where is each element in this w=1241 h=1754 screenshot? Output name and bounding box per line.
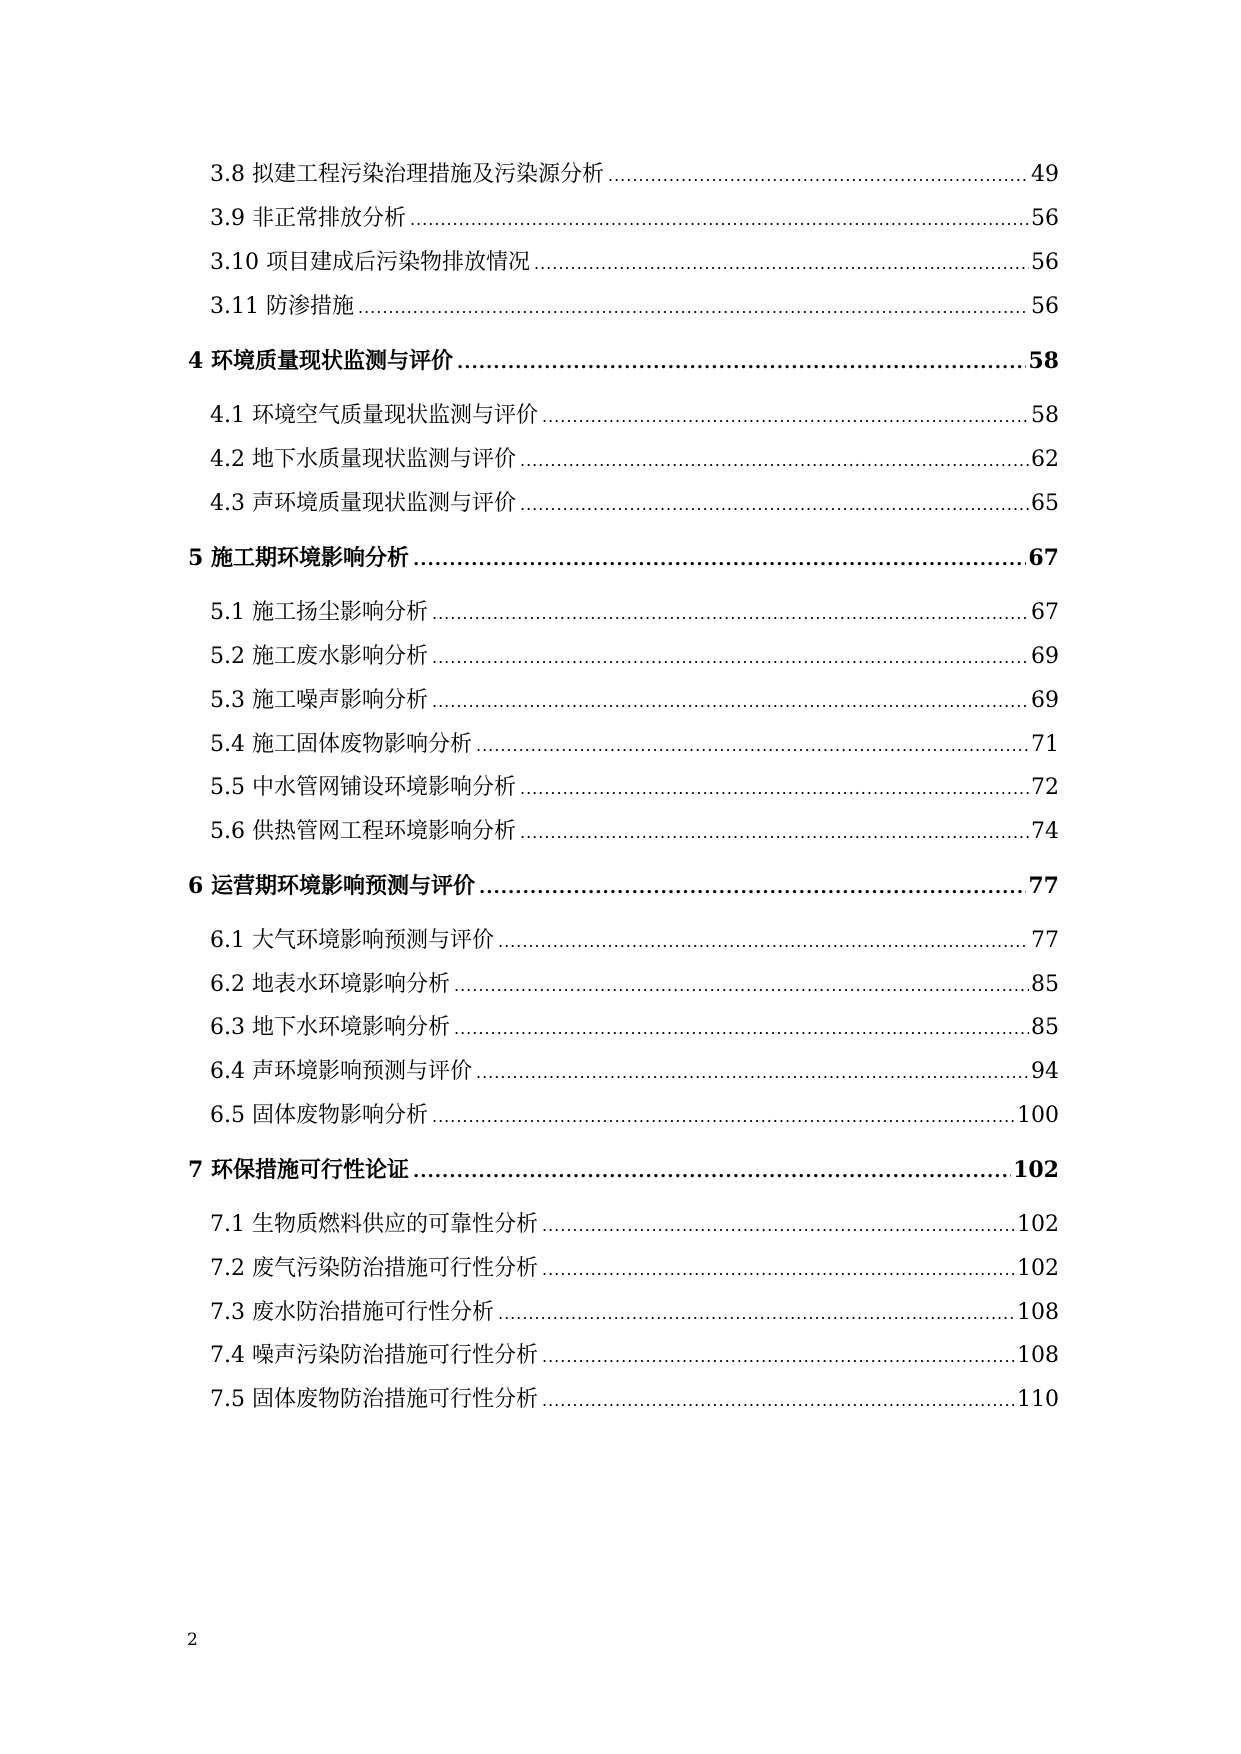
toc-entry-title: 4.1 环境空气质量现状监测与评价 [210, 403, 538, 428]
toc-entry-title: 4.2 地下水质量现状监测与评价 [210, 447, 516, 472]
toc-leader-dots [410, 205, 1029, 235]
toc-entry-title: 3.10 项目建成后污染物排放情况 [210, 250, 530, 275]
toc-leader-dots [498, 927, 1029, 957]
toc-leader-dots [542, 1386, 1015, 1416]
toc-entry-title: 6.5 固体废物影响分析 [210, 1103, 428, 1128]
toc-entry-title: 7.2 废气污染防治措施可行性分析 [210, 1256, 538, 1281]
toc-entry-title: 5.4 施工固体废物影响分析 [210, 732, 472, 757]
toc-leader-dots [413, 1157, 1011, 1187]
toc-entry-7-1[interactable] [210, 1210, 1059, 1240]
toc-entry-5-4[interactable] [210, 730, 1059, 760]
toc-entry-4-3[interactable] [210, 489, 1059, 519]
toc-entry-6-5[interactable] [210, 1101, 1059, 1131]
toc-entry-page: 62 [1031, 447, 1059, 472]
toc-leader-dots [358, 293, 1029, 323]
toc-entry-page: 94 [1031, 1059, 1059, 1084]
toc-chapter-6[interactable] [188, 871, 1059, 901]
toc-entry-title: 6.4 声环境影响预测与评价 [210, 1059, 472, 1084]
toc-entry-6-1[interactable] [210, 926, 1059, 956]
toc-leader-dots [520, 774, 1029, 804]
toc-entry-4-2[interactable] [210, 445, 1059, 475]
toc-entry-7-4[interactable] [210, 1341, 1059, 1371]
toc-entry-3-8[interactable] [210, 160, 1059, 190]
toc-entry-page: 67 [1031, 600, 1059, 625]
toc-entry-5-2[interactable] [210, 642, 1059, 672]
toc-chapter-page: 58 [1028, 348, 1059, 374]
toc-leader-dots [432, 643, 1029, 673]
toc-entry-page: 110 [1017, 1387, 1059, 1412]
toc-entry-title: 5.5 中水管网铺设环境影响分析 [210, 775, 516, 800]
toc-entry-page: 74 [1031, 819, 1059, 844]
toc-entry-page: 77 [1031, 928, 1059, 953]
toc-entry-title: 5.3 施工噪声影响分析 [210, 688, 428, 713]
toc-entry-5-6[interactable] [210, 817, 1059, 847]
toc-chapter-7[interactable] [188, 1155, 1059, 1185]
toc-leader-dots [457, 348, 1026, 378]
toc-entry-page: 56 [1031, 250, 1059, 275]
toc-entry-3-10[interactable] [210, 248, 1059, 278]
toc-leader-dots [542, 1211, 1015, 1241]
toc-leader-dots [520, 490, 1029, 520]
toc-entry-page: 108 [1017, 1300, 1059, 1325]
toc-leader-dots [432, 599, 1029, 629]
page-number: 2 [187, 1630, 198, 1650]
toc-entry-page: 72 [1031, 775, 1059, 800]
toc-entry-7-5[interactable] [210, 1385, 1059, 1415]
toc-leader-dots [413, 545, 1026, 575]
toc-entry-title: 5.6 供热管网工程环境影响分析 [210, 819, 516, 844]
toc-entry-6-4[interactable] [210, 1057, 1059, 1087]
toc-leader-dots [534, 249, 1029, 279]
toc-leader-dots [432, 1102, 1015, 1132]
toc-leader-dots [542, 1342, 1015, 1372]
toc-entry-page: 102 [1017, 1212, 1059, 1237]
toc-entry-page: 56 [1031, 294, 1059, 319]
toc-leader-dots [520, 818, 1029, 848]
toc-chapter-page: 102 [1013, 1157, 1059, 1183]
toc-entry-title: 7.3 废水防治措施可行性分析 [210, 1300, 494, 1325]
toc-entry-6-2[interactable] [210, 970, 1059, 1000]
toc-entry-title: 6.1 大气环境影响预测与评价 [210, 928, 494, 953]
toc-entry-page: 100 [1017, 1103, 1059, 1128]
toc-leader-dots [542, 1255, 1015, 1285]
toc-entry-5-5[interactable] [210, 773, 1059, 803]
toc-entry-title: 3.8 拟建工程污染治理措施及污染源分析 [210, 162, 604, 187]
toc-entry-title: 5.1 施工扬尘影响分析 [210, 600, 428, 625]
toc-entry-title: 7.5 固体废物防治措施可行性分析 [210, 1387, 538, 1412]
toc-entry-page: 102 [1017, 1256, 1059, 1281]
toc-entry-title: 3.11 防渗措施 [210, 294, 354, 319]
toc-leader-dots [476, 731, 1029, 761]
toc-entry-page: 49 [1031, 162, 1059, 187]
toc-entry-5-3[interactable] [210, 686, 1059, 716]
toc-leader-dots [498, 1299, 1015, 1329]
toc-entry-6-3[interactable] [210, 1013, 1059, 1043]
toc-leader-dots [454, 1014, 1029, 1044]
toc-entry-title: 5.2 施工废水影响分析 [210, 644, 428, 669]
toc-chapter-page: 77 [1028, 873, 1059, 899]
toc-leader-dots [542, 402, 1029, 432]
toc-chapter-title: 5 施工期环境影响分析 [188, 545, 409, 571]
toc-chapter-title: 7 环保措施可行性论证 [188, 1157, 409, 1183]
toc-chapter-title: 4 环境质量现状监测与评价 [188, 348, 453, 374]
toc-leader-dots [432, 687, 1029, 717]
toc-entry-title: 7.1 生物质燃料供应的可靠性分析 [210, 1212, 538, 1237]
toc-entry-page: 56 [1031, 206, 1059, 231]
toc-entry-page: 108 [1017, 1343, 1059, 1368]
toc-entry-7-3[interactable] [210, 1298, 1059, 1328]
toc-chapter-5[interactable] [188, 543, 1059, 573]
toc-entry-3-11[interactable] [210, 292, 1059, 322]
toc-leader-dots [520, 446, 1029, 476]
toc-entry-page: 65 [1031, 491, 1059, 516]
toc-chapter-title: 6 运营期环境影响预测与评价 [188, 873, 475, 899]
toc-leader-dots [608, 161, 1029, 191]
toc-entry-title: 3.9 非正常排放分析 [210, 206, 406, 231]
toc-entry-3-9[interactable] [210, 204, 1059, 234]
toc-leader-dots [454, 971, 1029, 1001]
toc-entry-5-1[interactable] [210, 598, 1059, 628]
toc-entry-title: 6.3 地下水环境影响分析 [210, 1015, 450, 1040]
toc-entry-page: 69 [1031, 644, 1059, 669]
toc-entry-page: 85 [1031, 972, 1059, 997]
toc-entry-page: 85 [1031, 1015, 1059, 1040]
toc-leader-dots [476, 1058, 1029, 1088]
toc-chapter-4[interactable] [188, 346, 1059, 376]
toc-entry-title: 6.2 地表水环境影响分析 [210, 972, 450, 997]
toc-entry-page: 71 [1031, 732, 1059, 757]
toc-entry-4-1[interactable] [210, 401, 1059, 431]
toc-entry-page: 58 [1031, 403, 1059, 428]
toc-entry-7-2[interactable] [210, 1254, 1059, 1284]
toc-entry-title: 7.4 噪声污染防治措施可行性分析 [210, 1343, 538, 1368]
toc-entry-page: 69 [1031, 688, 1059, 713]
toc-chapter-page: 67 [1028, 545, 1059, 571]
toc-leader-dots [479, 873, 1026, 903]
toc-entry-title: 4.3 声环境质量现状监测与评价 [210, 491, 516, 516]
